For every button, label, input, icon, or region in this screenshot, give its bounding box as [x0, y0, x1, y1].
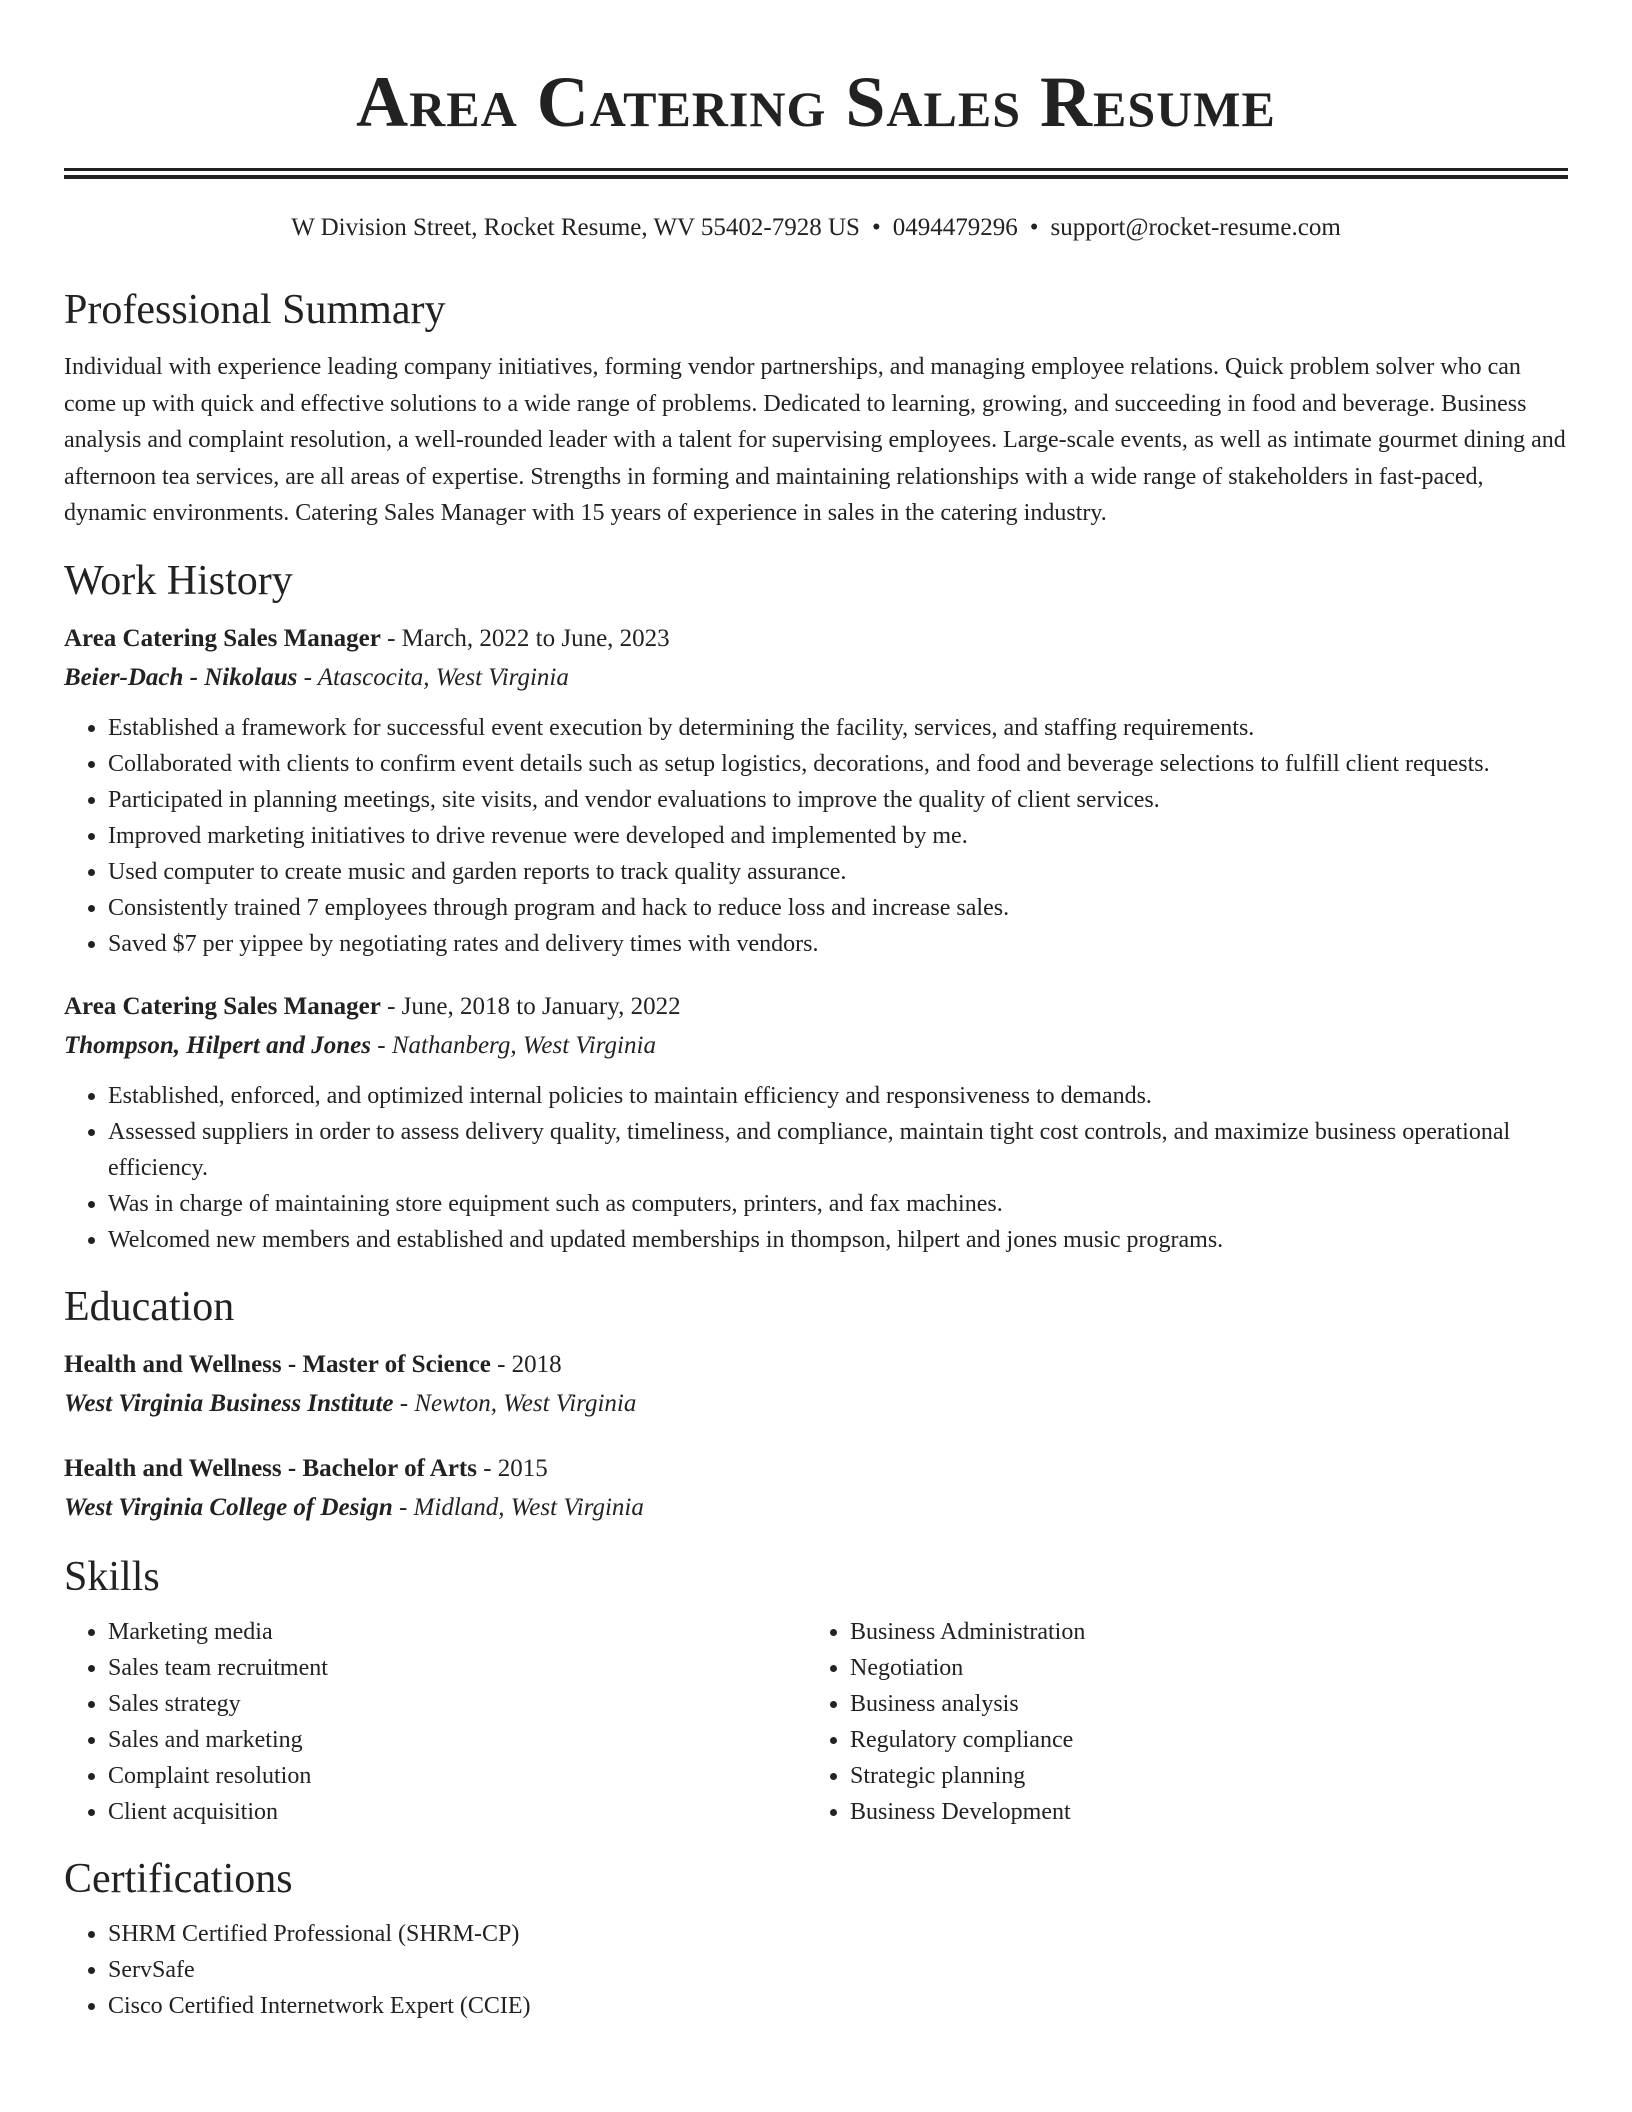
- list-item: • Cisco Certified Internetwork Expert (CCIE): [108, 1988, 1568, 2024]
- job-location: - Atascocita, West Virginia: [297, 663, 569, 691]
- education-location: - Newton, West Virginia: [393, 1389, 637, 1417]
- education-degree: Health and Wellness - Master of Science: [64, 1350, 491, 1378]
- certifications-section: [64, 1854, 1568, 2024]
- job-bullets: [64, 1078, 1568, 1258]
- list-item: • Used computer to create music and garden reports to track quality assurance.: [108, 854, 1568, 890]
- education-year: - 2015: [476, 1454, 548, 1482]
- summary-text: Individual with experience leading company initiatives, forming vendor partnerships, and managing employee relations. Quick problem solver who can come up with quick and effective solutions to a wide range of problems. Dedicated to learning, growing, and succeeding in food and beverage. Business analysis and complaint resolution, a well-rounded leader with a talent for supervising employees. Large-scale events, as well as intimate gourmet dining and afternoon tea services, are all areas of expertise. Strengths in forming and maintaining relationships with a wide range of stakeholders in fast-paced, dynamic environments. Catering Sales Manager with 15 years of experience in sales in the catering industry.: [64, 354, 1566, 526]
- job-company: Beier-Dach - Nikolaus: [64, 663, 298, 691]
- contact-email: support@rocket-resume.com: [1050, 214, 1341, 241]
- job-title: Area Catering Sales Manager: [64, 992, 381, 1020]
- education-entry: [64, 1346, 1568, 1424]
- contact-separator: •: [1029, 214, 1039, 241]
- list-item: • Improved marketing initiatives to drive revenue were developed and implemented by me.: [108, 818, 1568, 854]
- resume-title: Area Catering Sales Resume: [356, 62, 1276, 142]
- contact-line: [64, 213, 1568, 243]
- list-item: • Sales strategy: [108, 1686, 806, 1722]
- job-entry: [64, 988, 1568, 1258]
- skills-heading: Skills: [64, 1553, 160, 1600]
- work-history-heading: Work History: [64, 557, 293, 604]
- contact-phone: 0494479296: [892, 214, 1018, 241]
- skills-column-right: [806, 1614, 1085, 1830]
- skills-section: [64, 1552, 1568, 1830]
- list-item: • Collaborated with clients to confirm event details such as setup logistics, decorations, and food and beverage selections to fulfill client requests.: [108, 746, 1568, 782]
- list-item: • Assessed suppliers in order to assess delivery quality, timeliness, and compliance, maintain tight cost controls, and maximize business operational efficiency.: [108, 1114, 1568, 1186]
- list-item: • Complaint resolution: [108, 1758, 806, 1794]
- job-entry: [64, 620, 1568, 962]
- job-title-line: [64, 988, 1568, 1026]
- list-item: • Welcomed new members and established and updated memberships in thompson, hilpert and jones music programs.: [108, 1222, 1568, 1258]
- education-entry: [64, 1450, 1568, 1528]
- education-school-line: [64, 1488, 1568, 1528]
- job-dates: - March, 2022 to June, 2023: [380, 624, 670, 652]
- list-item: • Business Development: [850, 1794, 1085, 1830]
- skills-grid: [64, 1614, 1568, 1830]
- list-item: • Established, enforced, and optimized internal policies to maintain efficiency and responsiveness to demands.: [108, 1078, 1568, 1114]
- education-school: West Virginia Business Institute: [64, 1389, 394, 1417]
- job-title-line: [64, 620, 1568, 658]
- list-item: • Regulatory compliance: [850, 1722, 1085, 1758]
- education-school: West Virginia College of Design: [64, 1493, 393, 1521]
- education-heading: Education: [64, 1283, 235, 1330]
- list-item: • Strategic planning: [850, 1758, 1085, 1794]
- certifications-heading: Certifications: [64, 1855, 293, 1902]
- list-item: • Business analysis: [850, 1686, 1085, 1722]
- education-location: - Midland, West Virginia: [392, 1493, 644, 1521]
- education-school-line: [64, 1384, 1568, 1424]
- list-item: • Negotiation: [850, 1650, 1085, 1686]
- education-degree: Health and Wellness - Bachelor of Arts: [64, 1454, 477, 1482]
- job-title: Area Catering Sales Manager: [64, 624, 381, 652]
- job-location: - Nathanberg, West Virginia: [371, 1031, 656, 1059]
- education-degree-line: [64, 1346, 1568, 1384]
- job-company: Thompson, Hilpert and Jones: [64, 1031, 371, 1059]
- list-item: • Established a framework for successful event execution by determining the facility, services, and staffing requirements.: [108, 710, 1568, 746]
- list-item: • Sales team recruitment: [108, 1650, 806, 1686]
- list-item: • Saved $7 per yippee by negotiating rates and delivery times with vendors.: [108, 926, 1568, 962]
- summary-heading: Professional Summary: [64, 287, 446, 333]
- contact-separator: •: [871, 214, 881, 241]
- skills-column-left: [64, 1614, 806, 1830]
- work-history-section: [64, 556, 1568, 1258]
- job-dates: - June, 2018 to January, 2022: [380, 992, 681, 1020]
- job-bullets: [64, 710, 1568, 962]
- list-item: • Sales and marketing: [108, 1722, 806, 1758]
- summary-section: [64, 285, 1568, 532]
- contact-address: W Division Street, Rocket Resume, WV 55402-7928 US: [291, 214, 860, 241]
- job-company-line: [64, 1026, 1568, 1066]
- job-company-line: [64, 658, 1568, 698]
- list-item: • Client acquisition: [108, 1794, 806, 1830]
- education-degree-line: [64, 1450, 1568, 1488]
- certifications-list: [64, 1916, 1568, 2024]
- list-item: • Consistently trained 7 employees through program and hack to reduce loss and increase sales.: [108, 890, 1568, 926]
- education-year: - 2018: [490, 1350, 562, 1378]
- list-item: • Business Administration: [850, 1614, 1085, 1650]
- list-item: • Was in charge of maintaining store equipment such as computers, printers, and fax machines.: [108, 1186, 1568, 1222]
- title-double-rule: [64, 168, 1568, 179]
- list-item: • Participated in planning meetings, site visits, and vendor evaluations to improve the quality of client services.: [108, 782, 1568, 818]
- list-item: • SHRM Certified Professional (SHRM-CP): [108, 1916, 1568, 1952]
- education-section: [64, 1282, 1568, 1528]
- list-item: • Marketing media: [108, 1614, 806, 1650]
- list-item: • ServSafe: [108, 1952, 1568, 1988]
